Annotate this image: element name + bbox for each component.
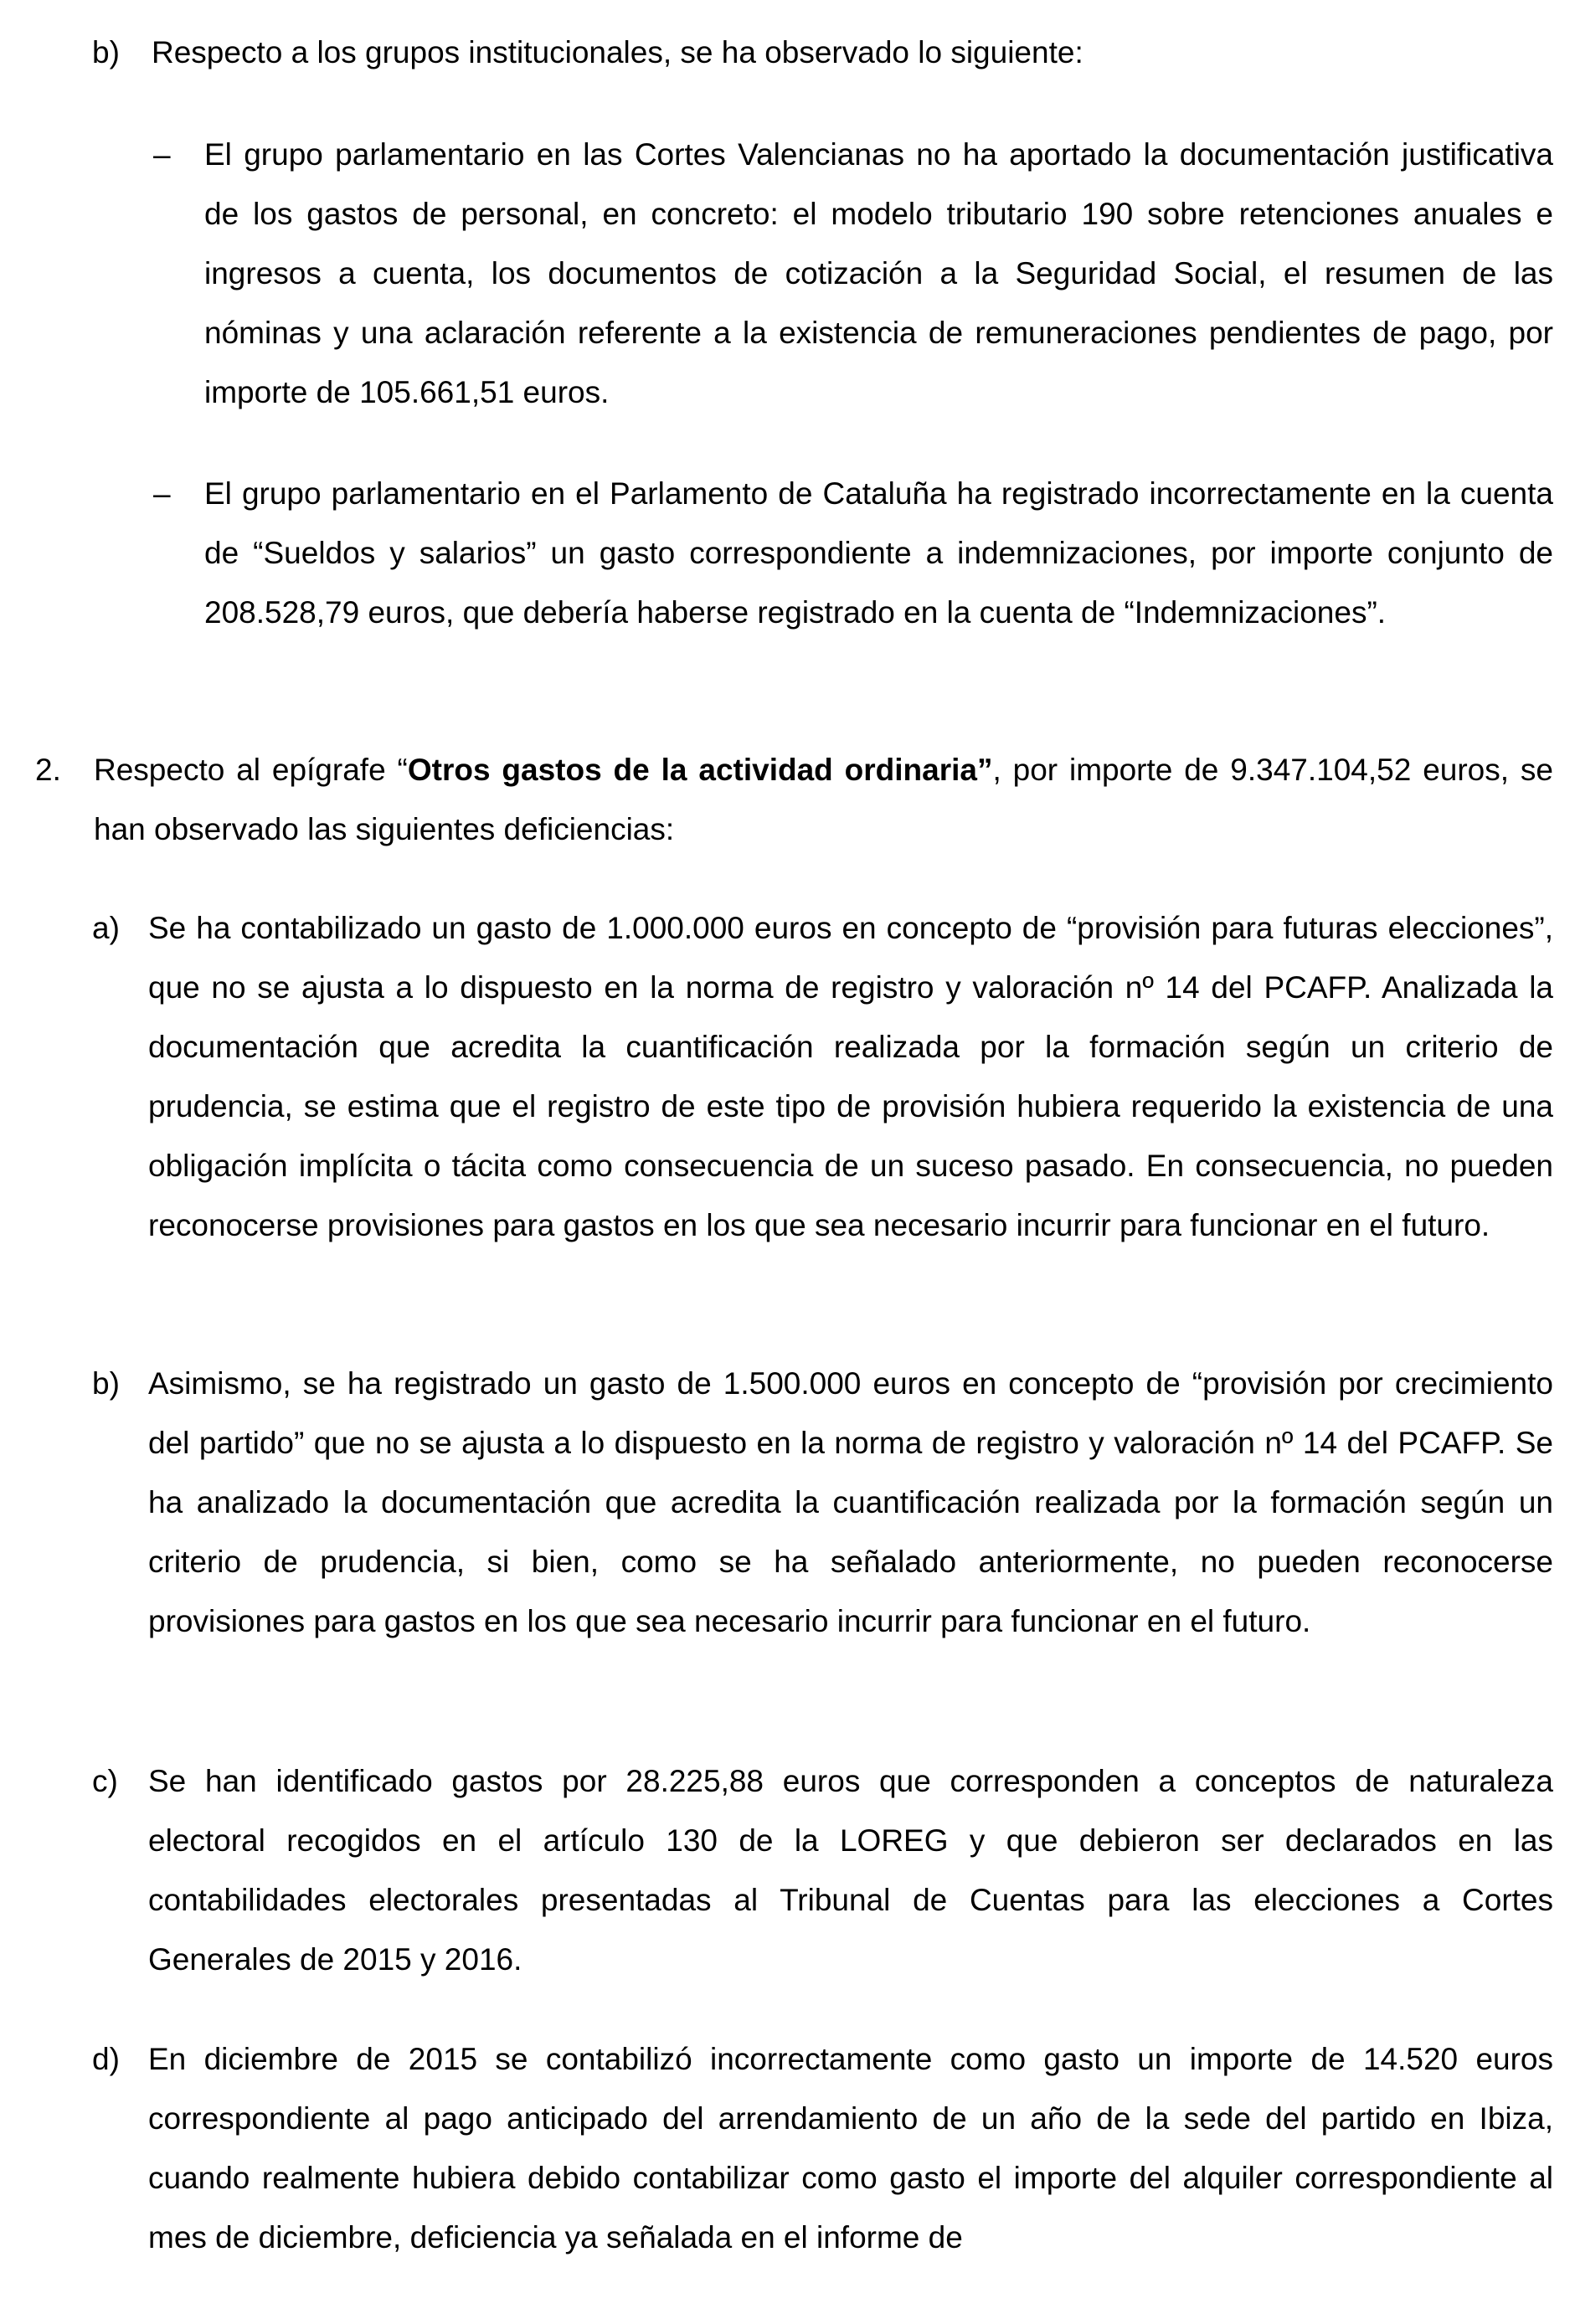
- list-marker-b-intro: b): [92, 35, 120, 69]
- paragraph-intro-b: Respecto a los grupos institucionales, se ha observado lo siguiente:: [152, 35, 1083, 69]
- paragraph-cortes-valencianas: El grupo parlamentario en las Cortes Valencianas no ha aportado la documentación justificativa de los gastos de personal, en concreto: el modelo tributario 190 sobre retenciones anuales e ingresos a cuenta, los documentos de cotización a la Seguridad Social, el resumen de las nóminas y una aclaración referente a la existencia de remuneraciones pendientes de pago, por importe de 105.661,51 euros.: [204, 137, 1553, 409]
- paragraph-provision-elecciones: Se ha contabilizado un gasto de 1.000.000 euros en concepto de “provisión para futuras elecciones”, que no se ajusta a lo dispuesto en la norma de registro y valoración nº 14 del PCAFP. Analizada la documentación que acredita la cuantificación realizada por la formación según un criterio de prudencia, se estima que el registro de este tipo de provisión hubiera requerido la existencia de una obligación implícita o tácita como consecuencia de un suceso pasado. En consecuencia, no pueden reconocerse provisiones para gastos en los que sea necesario incurrir para funcionar en el futuro.: [148, 911, 1553, 1242]
- list-marker-d: d): [92, 2042, 120, 2076]
- dash-marker-2: –: [153, 476, 171, 511]
- list-marker-2: 2.: [35, 753, 61, 787]
- list-marker-c: c): [92, 1764, 118, 1798]
- paragraph-gastos-electorales: Se han identificado gastos por 28.225,88 euros que corresponden a conceptos de naturaleza electoral recogidos en el artículo 130 de la LOREG y que debieron ser declarados en las contabilidades electorales presentadas al Tribunal de Cuentas para las elecciones a Cortes Generales de 2015 y 2016.: [148, 1764, 1553, 1977]
- paragraph-otros-gastos: [94, 740, 1553, 859]
- list-marker-a: a): [92, 911, 120, 945]
- paragraph-parlamento-cataluna: El grupo parlamentario en el Parlamento de Cataluña ha registrado incorrectamente en la cuenta de “Sueldos y salarios” un gasto correspondiente a indemnizaciones, por importe conjunto de 208.528,79 euros, que debería haberse registrado en la cuenta de “Indemnizaciones”.: [204, 476, 1553, 630]
- dash-marker-1: –: [153, 137, 171, 172]
- list-marker-b: b): [92, 1366, 120, 1401]
- paragraph-provision-crecimiento: Asimismo, se ha registrado un gasto de 1.500.000 euros en concepto de “provisión por crecimiento del partido” que no se ajusta a lo dispuesto en la norma de registro y valoración nº 14 del PCAFP. Se ha analizado la documentación que acredita la cuantificación realizada por la formación según un criterio de prudencia, si bien, como se ha señalado anteriormente, no pueden reconocerse provisiones para gastos en los que sea necesario incurrir para funcionar en el futuro.: [148, 1366, 1553, 1638]
- paragraph-arrendamiento-ibiza: En diciembre de 2015 se contabilizó incorrectamente como gasto un importe de 14.520 euros correspondiente al pago anticipado del arrendamiento de un año de la sede del partido en Ibiza, cuando realmente hubiera debido contabilizar como gasto el importe del alquiler correspondiente al mes de diciembre, deficiencia ya señalada en el informe de: [148, 2042, 1553, 2255]
- paragraph-otros-gastos-after: , por importe de 9.347.104,52 euros, se han observado las siguientes deficiencias:: [94, 753, 1553, 846]
- paragraph-otros-gastos-bold: Otros gastos de la actividad ordinaria”: [407, 753, 993, 787]
- paragraph-otros-gastos-before: Respecto al epígrafe “: [94, 753, 408, 787]
